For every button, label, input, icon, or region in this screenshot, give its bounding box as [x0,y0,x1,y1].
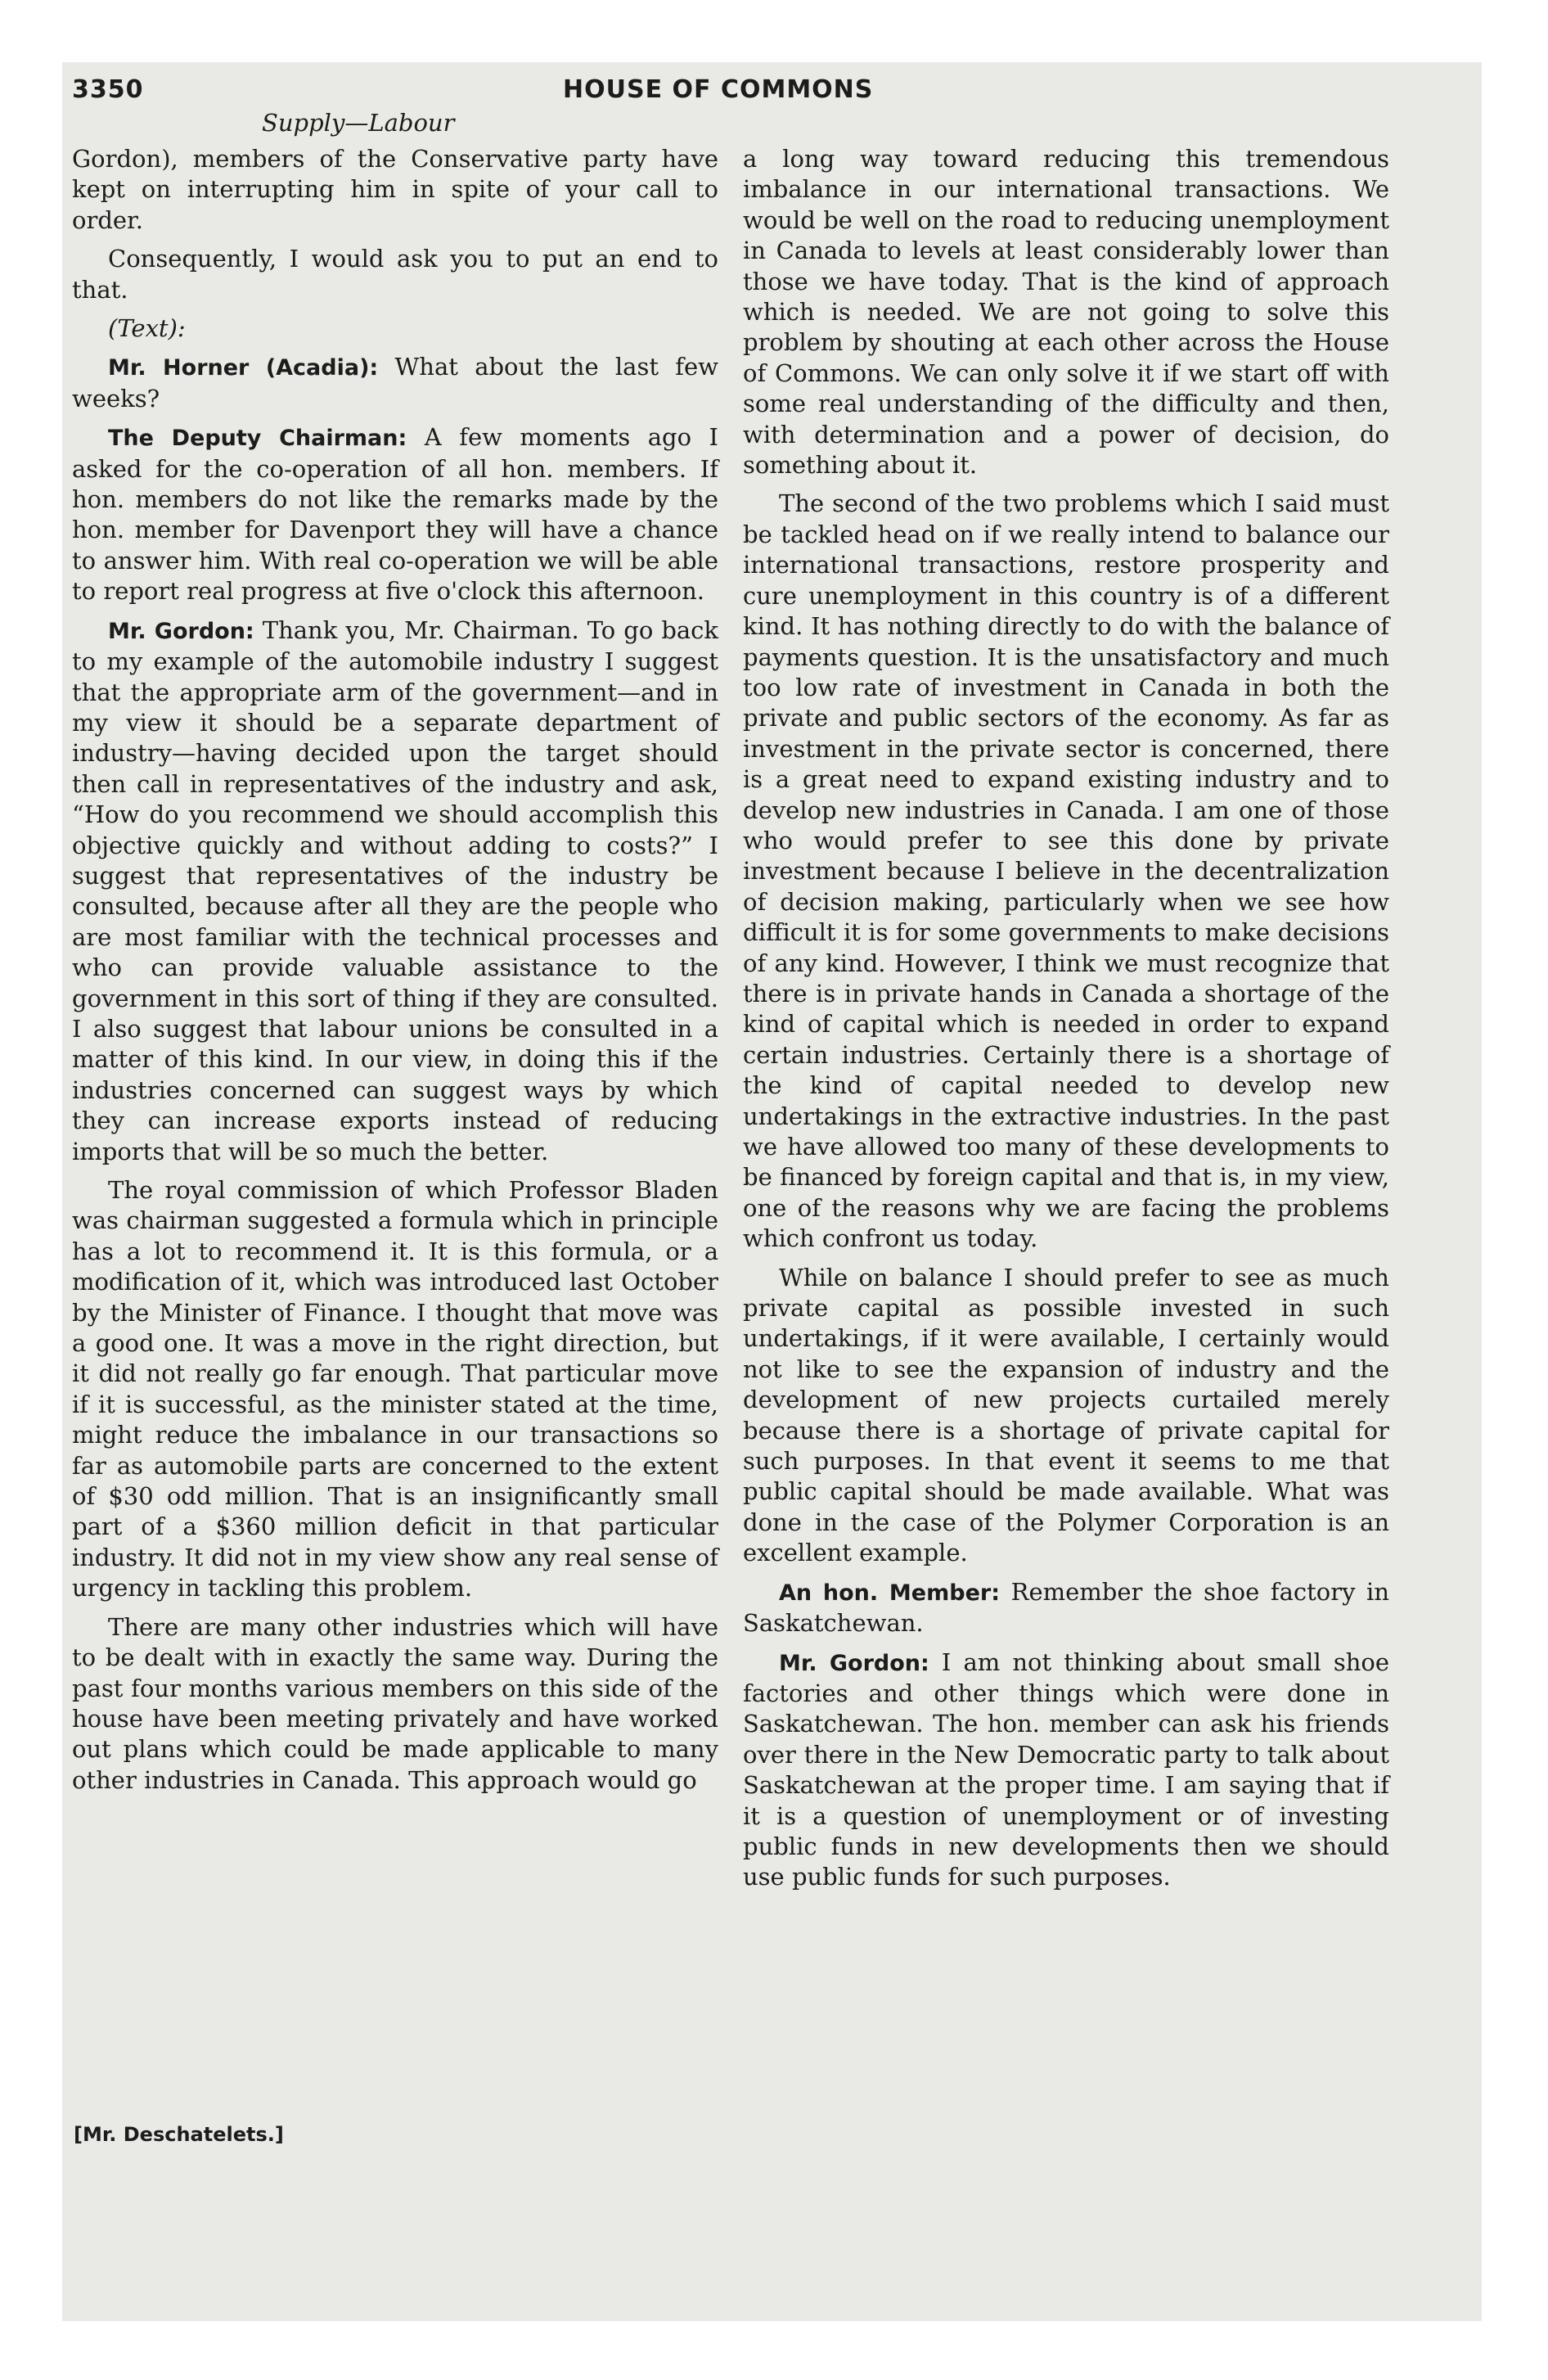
paragraph [72,1175,718,1604]
paragraph-text: I am not thinking about small shoe factories and other things which were done in Saskatchewan. The hon. member can ask his friends over there in the New Democratic party to talk about Saskatchewan at the proper time. I am saying that if it is a question of unemployment or of investing public funds in new developments then we should use public funds for such purposes. [743,1648,1390,1891]
paragraph [743,489,1389,1254]
speaker-name: The Deputy Chairman: [108,426,407,452]
paragraph-text: What about the last few weeks? [72,353,718,412]
speaker-name: Mr. Gordon: [779,1650,929,1676]
paragraph [72,244,718,305]
paragraph [72,313,718,344]
paragraph-text: a long way toward reducing this tremendous imbalance in our international transactions. We would be well on the road to reducing unemployment in Canada to levels at least considerably lower than those we have today. That is the kind of approach which is needed. We are not going to solve this problem by shouting at each other across the House of Commons. We can only solve it if we start off with some real understanding of the difficulty and then, with determination and a power of decision, do something about it. [743,145,1389,480]
paragraph-text: A few moments ago I asked for the co-operation of all hon. members. If hon. members do not like the remarks made by the hon. member for Davenport they will have a chance to answer him. With real co-operation we will be able to report real progress at five o'clock this afternoon. [72,423,719,606]
paragraph-text: Thank you, Mr. Chairman. To go back to my example of the automobile industry I suggest that the appropriate arm of the government—and in my view it should be a separate department of industry—having decided upon the target should then call in representatives of the industry and ask, “How do you recommend we should accomplish this objective quickly and without adding to costs?” I suggest that representatives of the industry be consulted, because after all they are the people who are most familiar with the technical processes and who can provide valuable assistance to the government in this sort of thing if they are consulted. I also suggest that labour unions be consulted in a matter of this kind. In our view, in doing this if the industries concerned can suggest ways by which they can increase exports instead of reducing imports that will be so much the better. [72,615,718,1165]
paragraph [743,1648,1389,1893]
footer-speaker-ref: [Mr. Deschatelets.] [74,2123,284,2146]
paragraph [72,422,718,606]
paragraph-text: Consequently, I would ask you to put an end to that. [72,245,718,304]
right-column [743,144,1389,1901]
paragraph [743,1577,1389,1639]
paragraph-text: (Text): [108,314,186,343]
speaker-name: Mr. Gordon: [108,618,254,644]
paragraph [72,144,718,236]
paragraph-text: Remember the shoe factory in Saskatchewan. [743,1577,1390,1638]
page-number: 3350 [72,75,144,104]
paragraph-text: There are many other industries which will have to be dealt with in exactly the same way. During the past four months various members on this side of the house have been meeting privately and have worked out plans which could be made applicable to many other industries in Canada. This approach would go [72,1612,718,1794]
speaker-name: An hon. Member: [779,1580,1000,1606]
speaker-name: Mr. Horner (Acadia): [108,355,379,381]
paragraph [72,352,718,414]
paragraph-text: Gordon), members of the Conservative party have kept on interrupting him in spite of your call to order. [72,145,718,234]
page-header [72,75,1355,108]
paragraph-text: The royal commission of which Professor Bladen was chairman suggested a formula which in principle has a lot to recommend it. It is this formula, or a modification of it, which was introduced last October by the Minister of Finance. I thought that move was a good one. It was a move in the right direction, but it did not really go far enough. That particular move if it is successful, as the minister stated at the time, might reduce the imbalance in our transactions so far as automobile parts are concerned to the extent of $30 odd million. That is an insignificantly small part of a $360 million deficit in that particular industry. It did not in my view show any real sense of urgency in tackling this problem. [72,1176,718,1602]
left-column [72,144,718,1804]
paragraph-text: The second of the two problems which I said must be tackled head on if we really intend to balance our international transactions, restore prosperity and cure unemployment in this country is of a different kind. It has nothing directly to do with the balance of payments question. It is the unsatisfactory and much too low rate of investment in Canada in both the private and public sectors of the economy. As far as investment in the private sector is concerned, there is a great need to expand existing industry and to develop new industries in Canada. I am one of those who would prefer to see this done by private investment because I believe in the decentralization of decision making, particularly when we see how difficult it is for some governments to make decisions of any kind. However, I think we must recognize that there is in private hands in Canada a shortage of the kind of capital which is needed in order to expand certain industries. Certainly there is a shortage of the kind of capital needed to develop new undertakings in the extractive industries. In the past we have allowed too many of these developments to be financed by foreign capital and that is, in my view, one of the reasons why we are facing the problems which confront us today. [743,489,1389,1253]
section-subject: Supply—Labour [262,109,455,137]
running-head: HOUSE OF COMMONS [563,75,874,104]
paragraph [72,615,718,1167]
paragraph [743,144,1389,480]
paragraph [72,1612,718,1796]
paragraph [743,1263,1389,1569]
paragraph-text: While on balance I should prefer to see as much private capital as possible invested in such undertakings, if it were available, I certainly would not like to see the expansion of industry and the development of new projects curtailed merely because there is a shortage of private capital for such purposes. In that event it seems to me that public capital should be made available. What was done in the case of the Polymer Corporation is an excellent example. [743,1263,1389,1567]
